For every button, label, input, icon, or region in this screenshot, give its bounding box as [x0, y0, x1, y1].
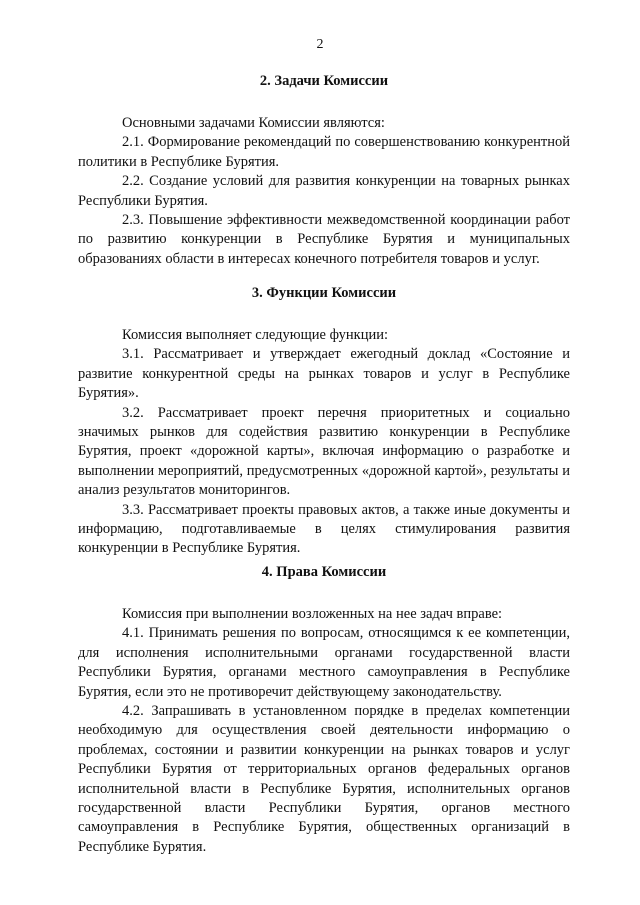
paragraph: 3.3. Рассматривает проекты правовых актов, а также иные документы и информацию, подготавливаемые в целях стимулирования развития конкуренции в Республике Бурятия. [78, 501, 570, 557]
section-rights [78, 563, 570, 857]
paragraph: 4.1. Принимать решения по вопросам, относящимся к ее компетенции, для исполнения исполнительными органами государственной власти Республики Бурятия, органами местного самоуправления в Республике Бурятия, если это не противоречит действующему законодательству. [78, 625, 570, 700]
section-heading: 3. Функции Комиссии [251, 285, 397, 301]
section-heading: 2. Задачи Комиссии [259, 73, 389, 89]
section-heading: 4. Права Комиссии [261, 564, 387, 580]
paragraph: 3.2. Рассматривает проект перечня приоритетных и социально значимых рынков для содействия развитию конкуренции в Республике Бурятия, проект «дорожной карты», включая информацию о разработке и выполнении мероприятий, предусмотренных «дорожной картой», результаты и анализ результатов мониторингов. [78, 404, 570, 499]
page-number: 2 [316, 37, 324, 52]
paragraph: 2.2. Создание условий для развития конкуренции на товарных рынках Республики Бурятия. [78, 173, 570, 209]
paragraph: Основными задачами Комиссии являются: [122, 115, 385, 131]
section-functions [78, 284, 570, 559]
section-tasks [78, 72, 570, 269]
paragraph: 4.2. Запрашивать в установленном порядке в пределах компетенции необходимую для осуществления своей деятельности информацию о проблемах, состоянии и развитии конкуренции на рынках товаров и услуг Республики Бурятия от территориальных органов федеральных органов исполнительной власти в Республике Бурятия, исполнительных органов государственной власти Республики Бурятия, органов местного самоуправления в Республике Бурятия, общественных организаций в Республике Бурятия. [78, 703, 570, 855]
paragraph: 2.3. Повышение эффективности межведомственной координации работ по развитию конкуренции в Республике Бурятия и муниципальных образованиях области в интересах конечного потребителя товаров и услуг. [78, 212, 570, 267]
paragraph: 2.1. Формирование рекомендаций по совершенствованию конкурентной политики в Республике Бурятия. [78, 134, 570, 170]
paragraph: 3.1. Рассматривает и утверждает ежегодный доклад «Состояние и развитие конкурентной среды на рынках товаров и услуг в Республике Бурятия». [78, 346, 570, 402]
paragraph: Комиссия выполняет следующие функции: [122, 327, 389, 343]
paragraph: Комиссия при выполнении возложенных на нее задач вправе: [122, 606, 503, 622]
